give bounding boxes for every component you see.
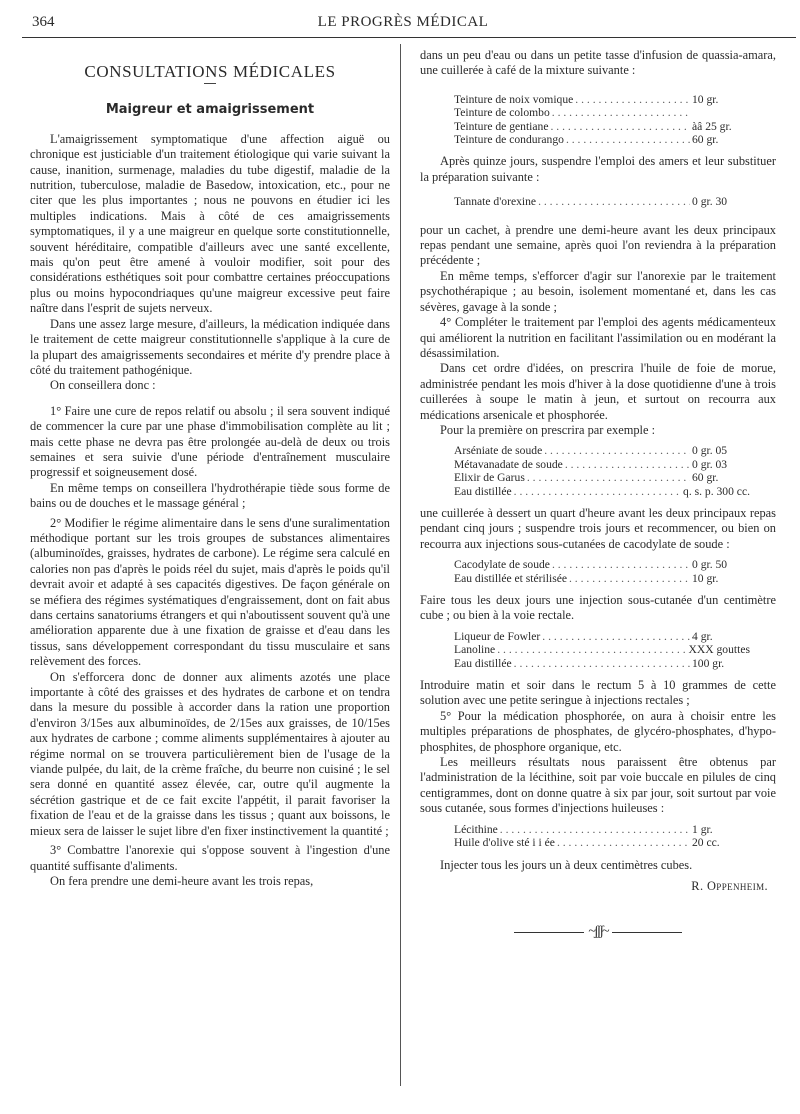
ornament-rule-left bbox=[514, 932, 584, 933]
page-number: 364 bbox=[32, 14, 55, 30]
prescription-line: Tannate d'orexine . . . 0 gr. 30 bbox=[454, 195, 750, 208]
paragraph: pour un cachet, à prendre une demi-heure avant les deux principaux repas pendant une semaine, après quoi l'on reviendra à la préparation précédente ; bbox=[420, 222, 776, 268]
paragraph: En même temps, s'efforcer d'agir sur l'anorexie par le traitement psychothérapique ; au besoin, isolement momentané et, dans les cas sévères, gavage à la sonde ; bbox=[420, 268, 776, 314]
page-header bbox=[24, 14, 782, 32]
prescription-line: Arséniate de soude . . . 0 gr. 05 bbox=[454, 444, 750, 457]
prescription-rx-2 bbox=[454, 195, 750, 208]
paragraph: Faire tous les deux jours une injection sous-cutanée d'un centimètre cube ; ou bien à la voie rectale. bbox=[420, 593, 776, 623]
paragraph: L'amaigrissement symptomatique d'une affection aiguë ou chronique est justiciable d'un traitement étiologique qui varie suivant la cause, inanition, surmenage, maladies du tube digestif, maladie de la nutrition, tuberculose, maladie de Basedow, intoxication, etc., pour ne citer que les plus importantes ; nous ne pouvons en étudier ici les multiples indications. Mais à côté de ces amaigrissements symptomatiques, il y a une maigreur en quelque sorte constitutionnelle, souvent héréditaire, compatible d'ailleurs avec une santé excellente, mais qu'on peut être amené à vouloir modifier, soit pour des considérations esthétiques soit pour combattre certaines préoccupations plus ou moins hypocondriaques qu'une maigreur excessive peut faire naître dans l'esprit de sujets nerveux. bbox=[30, 131, 390, 316]
prescription-line: Métavanadate de soude . . . 0 gr. 03 bbox=[454, 458, 750, 471]
prescription-rx-3 bbox=[454, 444, 750, 498]
paragraph: On conseillera donc : bbox=[50, 378, 156, 393]
paragraph: Pour la première on prescrira par exemple : bbox=[440, 422, 656, 437]
prescription-line: Eau distillée . . . q. s. p. 300 cc. bbox=[454, 485, 750, 498]
journal-title: LE PROGRÈS MÉDICAL bbox=[317, 14, 489, 30]
paragraph: Dans une assez large mesure, d'ailleurs, la médication indiquée dans le traitement de cette maigreur constitutionnelle s'applique à la cure de la plupart des amaigrissements secondaires et mérite d'y prendre place à côté du traitement pathogénique. bbox=[30, 316, 390, 377]
left-column bbox=[30, 48, 390, 1100]
prescription-line: Liqueur de Fowler . . . 4 gr. bbox=[454, 630, 750, 643]
prescription-line: Teinture de noix vomique . . . 10 gr. bbox=[454, 93, 750, 106]
prescription-rx-1 bbox=[454, 93, 750, 147]
prescription-line: Lécithine . . . 1 gr. bbox=[454, 823, 750, 836]
prescription-line: Elixir de Garus . . . 60 gr. bbox=[454, 471, 750, 484]
paragraph: 2° Modifier le régime alimentaire dans le sens d'une suralimentation méthodique portant sur les trois groupes de substances alimentaires (albuminoïdes, graisses, hydrates de carbone). Le régime sera calculé en calories non pas d'après le poids réel du sujet, mais d'après le poids qu'il devrait avoir et adapté à ses capacités digestives. De façon générale on se méfiera des régimes systématiques d'engraissement, dont on fait abus dans certains sanatoriums étrangers et qui n'aboutissent souvent qu'à une amélioration apparente due à une fixation de graisse et d'eau dans les tissus, sans développement correspondant du tissu musculaire et sans relèvement des forces. bbox=[30, 515, 390, 669]
author-signature: R. Oppenheim. bbox=[691, 878, 768, 893]
paragraph: dans un peu d'eau ou dans un petite tasse d'infusion de quassia-amara, une cuillerée à café de la mixture suivante : bbox=[420, 48, 776, 78]
right-column bbox=[420, 48, 776, 1100]
paragraph: 3° Combattre l'anorexie qui s'oppose souvent à l'ingestion d'une quantité suffisante d'aliments. bbox=[30, 843, 390, 873]
section-title: CONSULTATIONS MÉDICALES bbox=[84, 62, 336, 81]
column-divider bbox=[400, 44, 401, 1086]
paragraph: Les meilleurs résultats nous paraissent être obtenus par l'administration de la lécithine, soit par voie buccale en pilules de cinq centigrammes, dont on donne quatre à six par jour, soit surtout par voie sous cutanée, sous formes d'injections huileuses : bbox=[420, 755, 776, 816]
paragraph: On fera prendre une demi-heure avant les trois repas, bbox=[50, 873, 314, 888]
prescription-line: Lanoline . . . XXX gouttes bbox=[454, 643, 750, 656]
ornament-rule-right bbox=[612, 932, 682, 933]
prescription-line: Eau distillée et stérilisée . . . 10 gr. bbox=[454, 572, 750, 585]
prescription-line: Huile d'olive sté i i ée . . . 20 cc. bbox=[454, 836, 750, 849]
paragraph: En même temps on conseillera l'hydrothérapie tiède sous forme de bains ou de douches et le massage général ; bbox=[30, 480, 390, 511]
prescription-line: Eau distillée . . . 100 gr. bbox=[454, 657, 750, 670]
header-rule bbox=[22, 37, 796, 38]
paragraph: 4° Compléter le traitement par l'emploi des agents médicamenteux qui améliorent la nutrition en facilitant l'assimilation ou en modérant la désassimilation. bbox=[420, 315, 776, 360]
prescription-line: Cacodylate de soude . . . 0 gr. 50 bbox=[454, 558, 750, 571]
closing-ornament bbox=[420, 924, 776, 939]
ornament-swash: ~ʃʃʃ~ bbox=[588, 924, 608, 940]
paragraph: 5° Pour la médication phosphorée, on aura à choisir entre les multiples préparations de phosphates, de glycéro-phosphates, d'hypo-phosphites, de phosphore organique, etc. bbox=[420, 708, 776, 754]
paragraph: Introduire matin et soir dans le rectum 5 à 10 grammes de cette solution avec une petite seringue à injections rectales ; bbox=[420, 678, 776, 708]
prescription-rx-5 bbox=[454, 630, 750, 670]
section-dash bbox=[204, 83, 216, 84]
paragraph: Après quinze jours, suspendre l'emploi des amers et leur substituer la préparation suivante : bbox=[420, 154, 776, 184]
prescription-rx-4 bbox=[454, 558, 750, 585]
paragraph: 1° Faire une cure de repos relatif ou absolu ; il sera souvent indiqué de commencer la cure par une phase d'immobilisation complète au lit ; mais cette phase ne devra pas être prolongée au-delà de deux ou trois semaines et sera suivie d'une période d'entraînement musculaire progressif et soigneusement dosé. bbox=[30, 403, 390, 480]
article-title: Maigreur et amaigrissement bbox=[105, 102, 315, 118]
prescription-line: Teinture de colombo . . . bbox=[454, 106, 750, 119]
prescription-rx-6 bbox=[454, 823, 750, 850]
paragraph: Dans cet ordre d'idées, on prescrira l'huile de foie de morue, administrée pendant les mois d'hiver à la dose quotidienne d'une à trois cuillerées à soupe le matin à jeun, et surtout on recourra aux médications arsenicale et phosphorée. bbox=[420, 361, 776, 422]
prescription-line: Teinture de condurango . . . 60 gr. bbox=[454, 133, 750, 146]
paragraph: Injecter tous les jours un à deux centimètres cubes. bbox=[440, 857, 693, 872]
paragraph: On s'efforcera donc de donner aux aliments azotés une place importante à côté des graisses et des hydrates de carbone et on tendra dans la mesure du possible à accorder dans la ration une proportion d'environ 3/15es aux albuminoïdes, de 2/15es aux graisses, de 10/15es aux hydrates de carbone ; comme aliments supplémentaires à ajouter au régime normal on se trouvera particulièrement bien de l'usage de la viande pulpée, du lait, de la crème fraîche, du beurre non cuisiné ; le sel sera donné en quantité assez élevée, car, outre qu'il augmente la sécrétion gastrique et de ce fait excite l'appétit, il parait favoriser la fixation de l'eau et de la graisse dans les tissus ; quant aux boissons, le mieux sera de laisser le sujet libre d'en fixer instinctivement la quantité ; bbox=[30, 669, 390, 838]
paragraph: une cuillerée à dessert un quart d'heure avant les deux principaux repas pendant cinq jours ; suspendre trois jours et recommencer, ou bien on recourra aux injections sous-cutanées de cacodylate de soude : bbox=[420, 505, 776, 551]
prescription-line: Teinture de gentiane . . . àâ 25 gr. bbox=[454, 120, 750, 133]
